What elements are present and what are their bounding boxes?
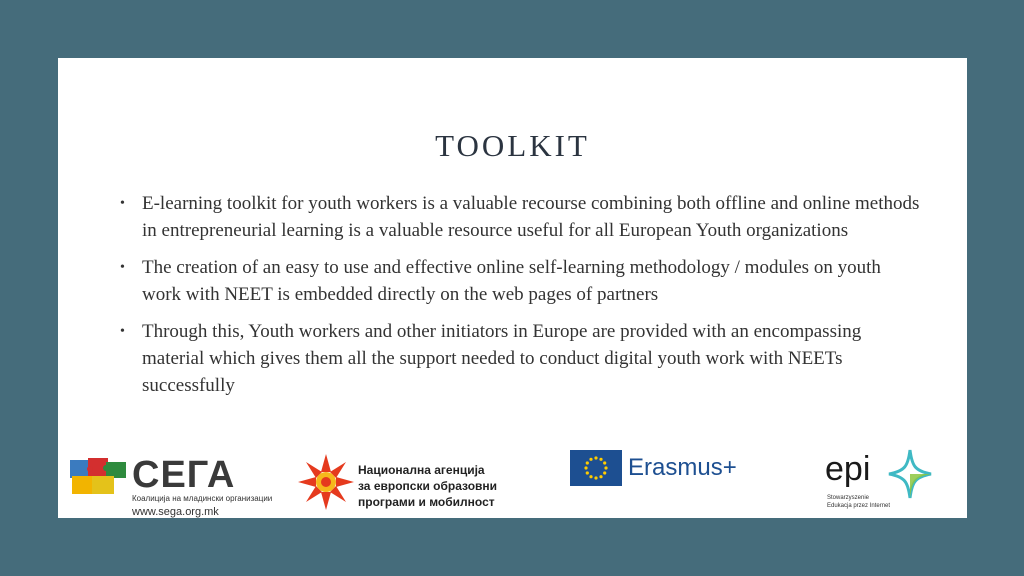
bullet-dot-icon: • [120, 260, 125, 275]
epi-subtitle [827, 494, 890, 510]
eu-flag-icon [570, 450, 622, 486]
agency-line: Национална агенција [358, 463, 485, 477]
epi-sub-line: Edukacja przez Internet [827, 503, 891, 509]
sega-subtitle: Коалиција на младински организации [132, 494, 273, 503]
slide-card [58, 58, 967, 518]
star-icon [887, 448, 933, 500]
bullet-text: The creation of an easy to use and effective online self-learning methodology / modules on youth work with NEET is embedded directly on the web pages of partners [142, 257, 881, 305]
agency-name [358, 462, 497, 510]
erasmus-logo [570, 448, 760, 488]
slide-title: TOOLKIT [435, 128, 590, 163]
bullet-list [120, 190, 920, 409]
partner-logos [58, 448, 967, 518]
epi-logo [823, 448, 943, 514]
epi-sub-line: Stowarzyszenie [827, 495, 870, 501]
sega-logo [68, 450, 273, 518]
bullet-item [120, 318, 920, 399]
sun-emblem-icon [298, 452, 354, 512]
bullet-text: E-learning toolkit for youth workers is a valuable recourse combining both offline and online methods in entrepreneurial learning is a valuable resource useful for all European Youth organizations [142, 193, 920, 241]
agency-logo [298, 452, 528, 518]
bullet-item [120, 190, 920, 244]
bullet-dot-icon: • [120, 324, 125, 339]
epi-name: epi [825, 450, 871, 488]
puzzle-icon [68, 454, 130, 502]
sega-url: www.sega.org.mk [132, 506, 219, 518]
erasmus-name: Erasmus+ [628, 454, 737, 481]
sega-name: СЕГА [132, 454, 236, 496]
bullet-dot-icon: • [120, 196, 125, 211]
agency-line: за европски образовни [358, 479, 498, 493]
bullet-item [120, 254, 920, 308]
agency-line: програми и мобилност [358, 495, 495, 509]
bullet-text: Through this, Youth workers and other initiators in Europe are provided with an encompassing material which gives them all the support needed to conduct digital youth work with NEETs successfully [142, 321, 862, 396]
